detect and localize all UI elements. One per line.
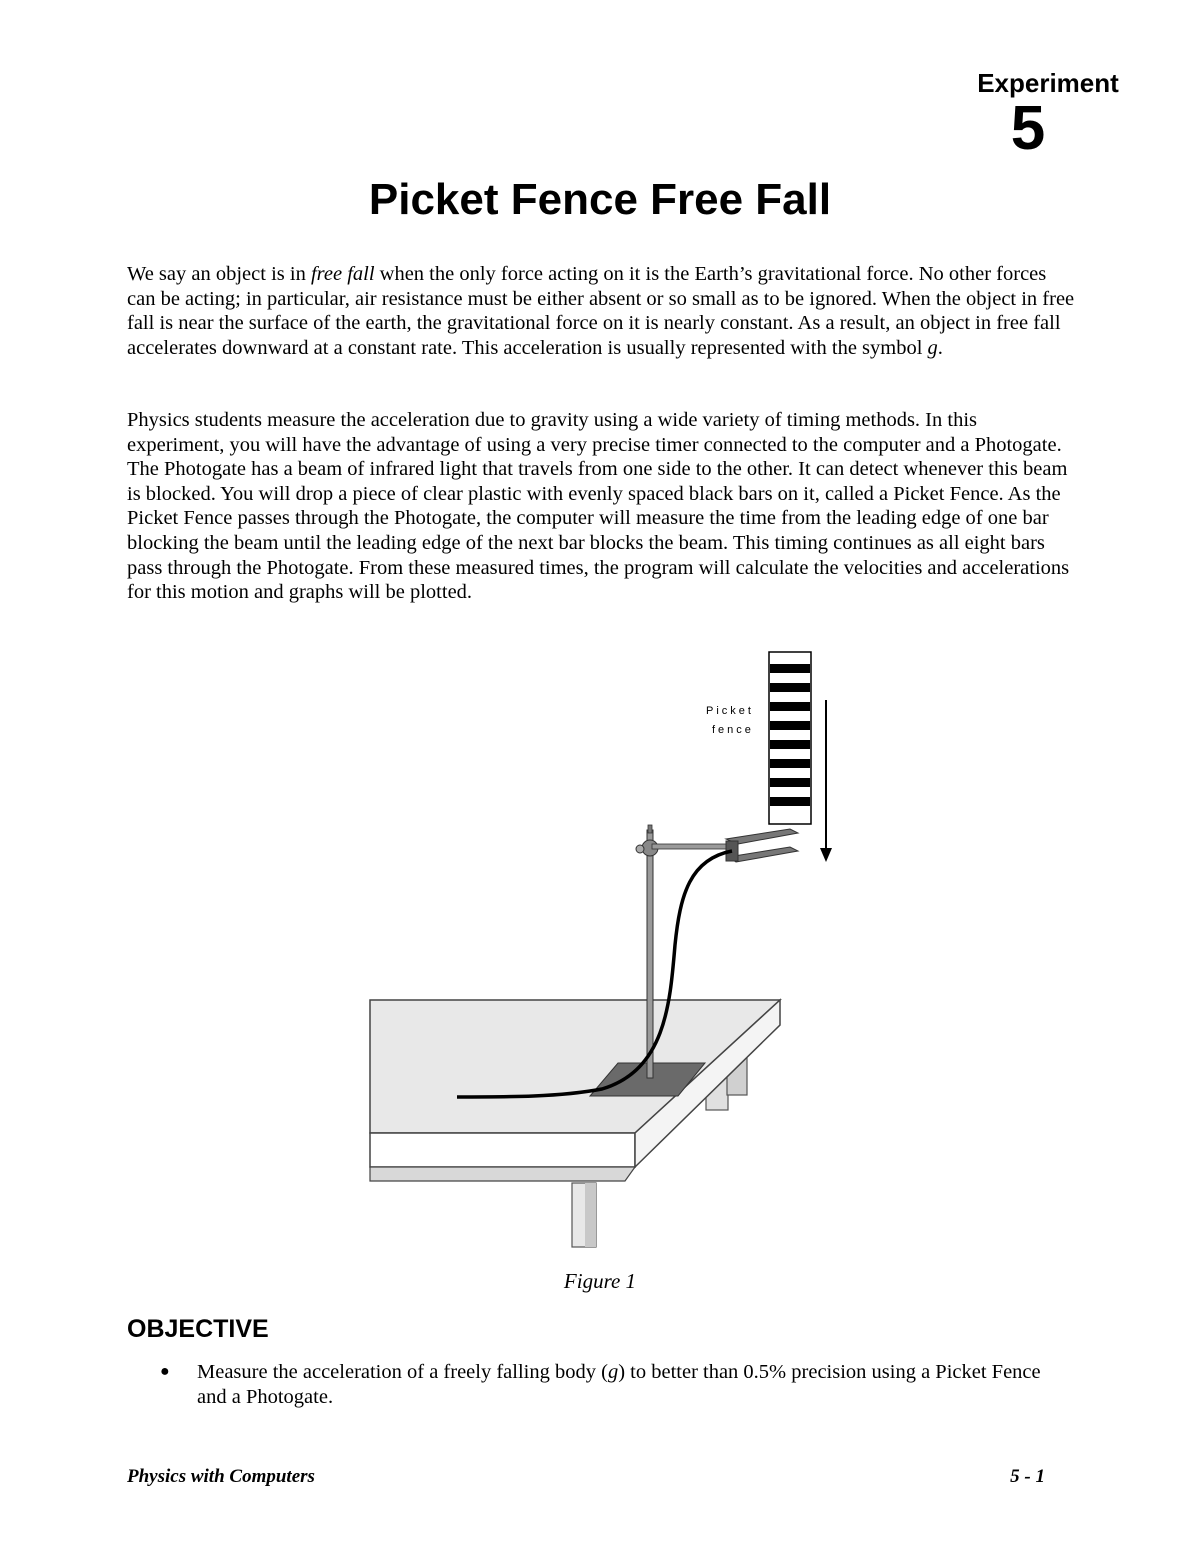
picket-fence-label-line1: Picket [706,705,754,717]
footer-page-number: 5 - 1 [1010,1466,1045,1487]
objective-list [160,1360,1060,1409]
intro-paragraph-2: Physics students measure the acceleration due to gravity using a wide variety of timing methods. In this experiment, you will have the advantage of using a very precise timer connected to the computer and a Photogate. The Photogate has a beam of infrared light that travels from one side to the other. It can detect whenever this beam is blocked. You will drop a piece of clear plastic with evenly spaced black bars on it, called a Picket Fence. As the Picket Fence passes through the Photogate, the computer will measure the time from the leading edge of one bar blocking the beam until the leading edge of the next bar blocks the beam. This timing continues as all eight bars pass through the Photogate. From these measured times, the program will calculate the velocities and accelerations for this motion and graphs will be plotted. [127,409,1070,604]
list-item [160,1360,1060,1409]
photogate-illustration [726,829,798,862]
apparatus-illustration [360,645,840,1255]
free-fall-term: free fall [310,263,375,285]
bullet-icon: ● [160,1363,170,1380]
g-symbol: g [927,336,938,359]
p1-text-before: We say an object is in [127,263,311,285]
picket-fence-label-line2: fence [712,724,754,736]
experiment-number: 5 [1010,94,1046,163]
table-illustration [370,1000,780,1247]
p1-text-middle: when the only force acting on it is the Earth’s gravitational force. No other forces can be acting; in particular, air resistance must be either absent or so small as to be ignored. When the object in free fall is near the surface of the earth, the gravitational force on it is nearly constant. As a result, an object in free fall accelerates downward at a constant rate. This acceleration is usually represented with the symbol [127,263,1075,359]
picket-fence-illustration [769,652,811,824]
page-title: Picket Fence Free Fall [368,175,832,224]
figure-caption: Figure 1 [563,1269,637,1293]
experiment-header [968,68,1128,163]
fall-direction-arrow [820,700,832,862]
footer-book-title: Physics with Computers [127,1466,315,1487]
intro-paragraph-1 [127,262,1077,360]
p1-text-end: . [937,336,943,359]
objective-text-before: Measure the acceleration of a freely falling body ( [197,1361,608,1383]
objective-text-after: ) to better than 0.5% precision using a Picket Fence and a Photogate. [197,1361,1041,1408]
objective-heading: OBJECTIVE [127,1315,269,1343]
figure-1 [360,645,840,1255]
experiment-label: Experiment [977,68,1119,98]
objective-g-symbol: g [607,1361,619,1383]
